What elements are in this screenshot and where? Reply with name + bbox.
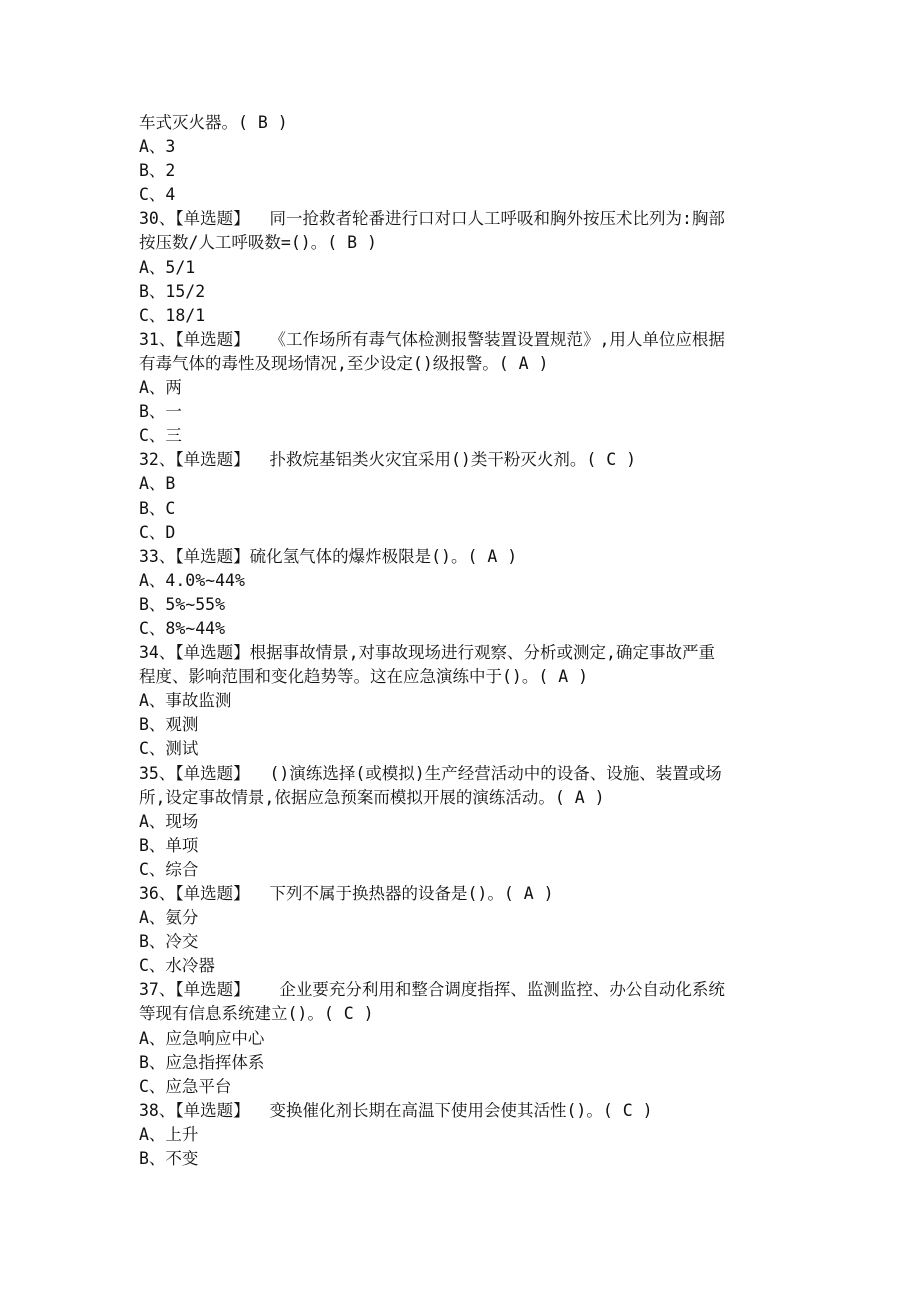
option-line: B、2	[139, 161, 176, 181]
option-line: B、单项	[139, 835, 199, 855]
question-line: 38、【单选题】 变换催化剂长期在高温下使用会使其活性()。( C )	[139, 1100, 653, 1120]
question-line: 34、【单选题】根据事故情景,对事故现场进行观察、分析或测定,确定事故严重	[139, 643, 715, 663]
question-line: 按压数/人工呼吸数=()。( B )	[139, 233, 377, 253]
option-line: B、5%~55%	[139, 594, 226, 614]
option-line: A、现场	[139, 811, 199, 831]
question-line: 36、【单选题】 下列不属于换热器的设备是()。( A )	[139, 884, 554, 903]
option-line: C、三	[139, 426, 182, 446]
document-body	[139, 111, 799, 1171]
option-line: A、应急响应中心	[139, 1028, 265, 1048]
option-line: C、18/1	[139, 305, 206, 325]
question-line: 37、【单选题】 企业要充分利用和整合调度指挥、监测监控、办公自动化系统	[139, 980, 725, 1000]
option-line: A、两	[139, 378, 182, 398]
option-line: C、应急平台	[139, 1076, 232, 1096]
option-line: B、15/2	[139, 281, 206, 301]
option-line: B、一	[139, 402, 182, 422]
option-line: C、综合	[139, 859, 199, 879]
question-line: 所,设定事故情景,依据应急预案而模拟开展的演练活动。( A )	[139, 787, 605, 807]
option-line: B、不变	[139, 1149, 199, 1169]
option-line: C、D	[139, 522, 176, 542]
option-line: C、8%~44%	[139, 618, 226, 638]
option-line: A、5/1	[139, 257, 196, 277]
question-line: 33、【单选题】硫化氢气体的爆炸极限是()。( A )	[139, 546, 518, 566]
question-line: 35、【单选题】 ()演练选择(或模拟)生产经营活动中的设备、设施、装置或场	[139, 763, 722, 783]
question-line: 等现有信息系统建立()。( C )	[139, 1004, 374, 1024]
option-line: A、3	[139, 137, 176, 157]
question-line: 有毒气体的毒性及现场情况,至少设定()级报警。( A )	[139, 353, 549, 373]
text-line: 车式灭火器。( B )	[139, 113, 288, 132]
option-line: A、氨分	[139, 908, 199, 928]
option-line: B、冷交	[139, 932, 199, 952]
option-line: C、测试	[139, 739, 199, 759]
option-line: A、B	[139, 474, 176, 494]
question-line: 程度、影响范围和变化趋势等。这在应急演练中于()。( A )	[139, 667, 589, 687]
option-line: B、应急指挥体系	[139, 1052, 265, 1072]
question-line: 30、【单选题】 同一抢救者轮番进行口对口人工呼吸和胸外按压术比列为:胸部	[139, 209, 725, 229]
option-line: B、观测	[139, 715, 199, 735]
option-line: A、上升	[139, 1124, 199, 1144]
option-line: B、C	[139, 498, 176, 518]
question-line: 32、【单选题】 扑救烷基铝类火灾宜采用()类干粉灭火剂。( C )	[139, 450, 637, 470]
option-line: C、4	[139, 185, 176, 205]
question-line: 31、【单选题】 《工作场所有毒气体检测报警装置设置规范》,用人单位应根据	[139, 329, 725, 349]
option-line: C、水冷器	[139, 956, 215, 976]
option-line: A、事故监测	[139, 691, 232, 711]
option-line: A、4.0%~44%	[139, 570, 245, 590]
